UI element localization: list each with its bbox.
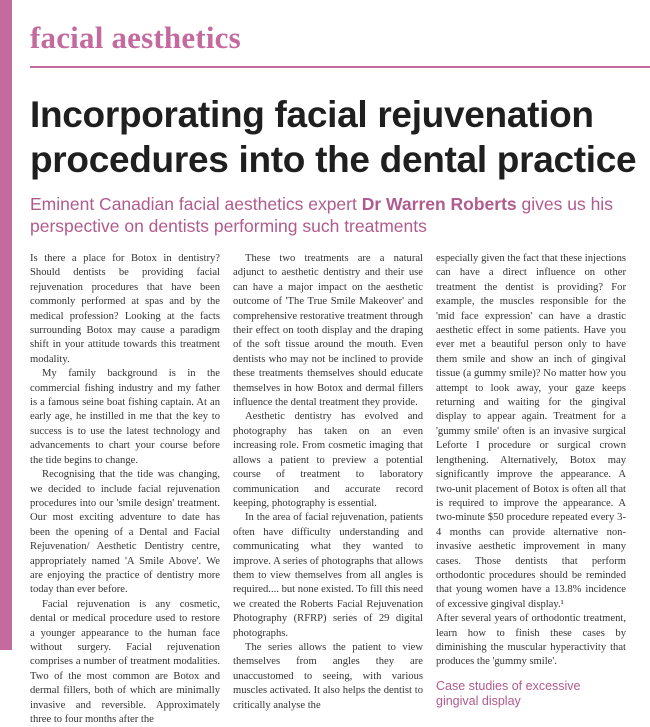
left-accent-bar [0, 0, 12, 650]
paragraph: Aesthetic dentistry has evolved and photography has taken on an even increasing role. From cosmetic imaging that allows a patient to preview a potential course of treatment to laboratory communication and accurate record keeping, photography is essential. [233, 411, 423, 509]
article-title: Incorporating facial rejuvenation procedures into the dental practice [30, 94, 637, 180]
paragraph: Recognising that the tide was changing, we decided to include facial rejuvenation procedures into our 'smile design' treatment. Our most exciting adventure to date has been the opening of a Dental and Facial Rejuvenation/ Aesthetic Dentistry centre, appropriately named 'A Smile Above'. We are enjoying the practice of dentistry more today than ever before. [30, 469, 220, 596]
standfirst-intro: Eminent Canadian facial aesthetics expert [30, 194, 362, 214]
paragraph: After several years of orthodontic treatment, learn how to finish these cases by diminishing the muscular hyperactivity that produces the 'gummy smile'. [436, 613, 626, 668]
paragraph: My family background is in the commercial fishing industry and my father is a famous seine boat fishing captain. At an early age, he instilled in me that the key to success is to use the latest technology and advancements to chart your course before the tide begins to change. [30, 368, 220, 466]
paragraph: Is there a place for Botox in dentistry? Should dentists be providing facial rejuvenation procedures that have been commonly performed at spas and by the medical profession? Looking at the facts surrounding Botox may cause a paradigm shift in your attitude towards this treatment modality. [30, 253, 220, 365]
author-name: Dr Warren Roberts [361, 194, 517, 214]
standfirst [30, 193, 630, 237]
paragraph: especially given the fact that these injections can have a direct influence on other treatment the dentist is providing? For example, the muscles responsible for the 'mid face expression' can have a drastic aesthetic effect in some patients. Have you ever met a beautiful person only to have them smile and show an inch of gingival tissue (a gummy smile)? No matter how you attempt to look away, your gaze keeps returning and waiting for the gingival display to appear again. Treatment for a 'gummy smile' often is an invasive surgical Leforte I procedure or surgical crown lengthening. Alternatively, Botox may significantly improve the appearance. A two-unit placement of Botox is often all that is required to improve the appearance. A two-minute $50 procedure repeated every 3-4 months can provide alternative non-invasive aesthetic improvement in many cases. Those dentists that perform orthodontic procedures should be reminded that young women have a 13.8% incidence of excessive gingival display.¹ [436, 253, 626, 610]
column-2 [233, 252, 423, 713]
paragraph: These two treatments are a natural adjunct to aesthetic dentistry and their use can have a major impact on the aesthetic outcome of 'The True Smile Makeover' and comprehensive restorative treatment through their effect on tooth display and the draping of the soft tissue around the mouth. Even dentists who may not be inclined to provide these treatments themselves should educate themselves in how Botox and dermal fillers influence the dental treatment they provide. [233, 253, 423, 409]
subheading: Case studies of excessive gingival display [436, 678, 581, 708]
paragraph: In the area of facial rejuvenation, patients often have difficulty understanding and communicating what they wanted to improve. A series of photographs that allows them to view themselves from all angles is required.... but none existed. To fill this need we created the Roberts Facial Rejuvenation Photography (RFRP) series of 29 digital photographs. [233, 512, 423, 639]
section-divider [30, 66, 650, 68]
standfirst-outro: gives us his perspective on dentists performing such treatments [30, 194, 613, 236]
section-heading: facial aesthetics [30, 20, 241, 55]
article-body [30, 252, 642, 725]
paragraph: The series allows the patient to view themselves from angles they are unaccustomed to seeing, with various muscles activated. It also helps the dentist to critically analyse the [233, 641, 423, 711]
column-1 [30, 252, 220, 727]
column-3 [436, 252, 626, 709]
paragraph: Facial rejuvenation is any cosmetic, dental or medical procedure used to restore a younger appearance to the human face without surgery. Facial rejuvenation comprises a number of treatment modalities. Two of the most common are Botox and dermal fillers, both of which are minimally invasive and reversible. Approximately three to four months after the [30, 598, 220, 725]
